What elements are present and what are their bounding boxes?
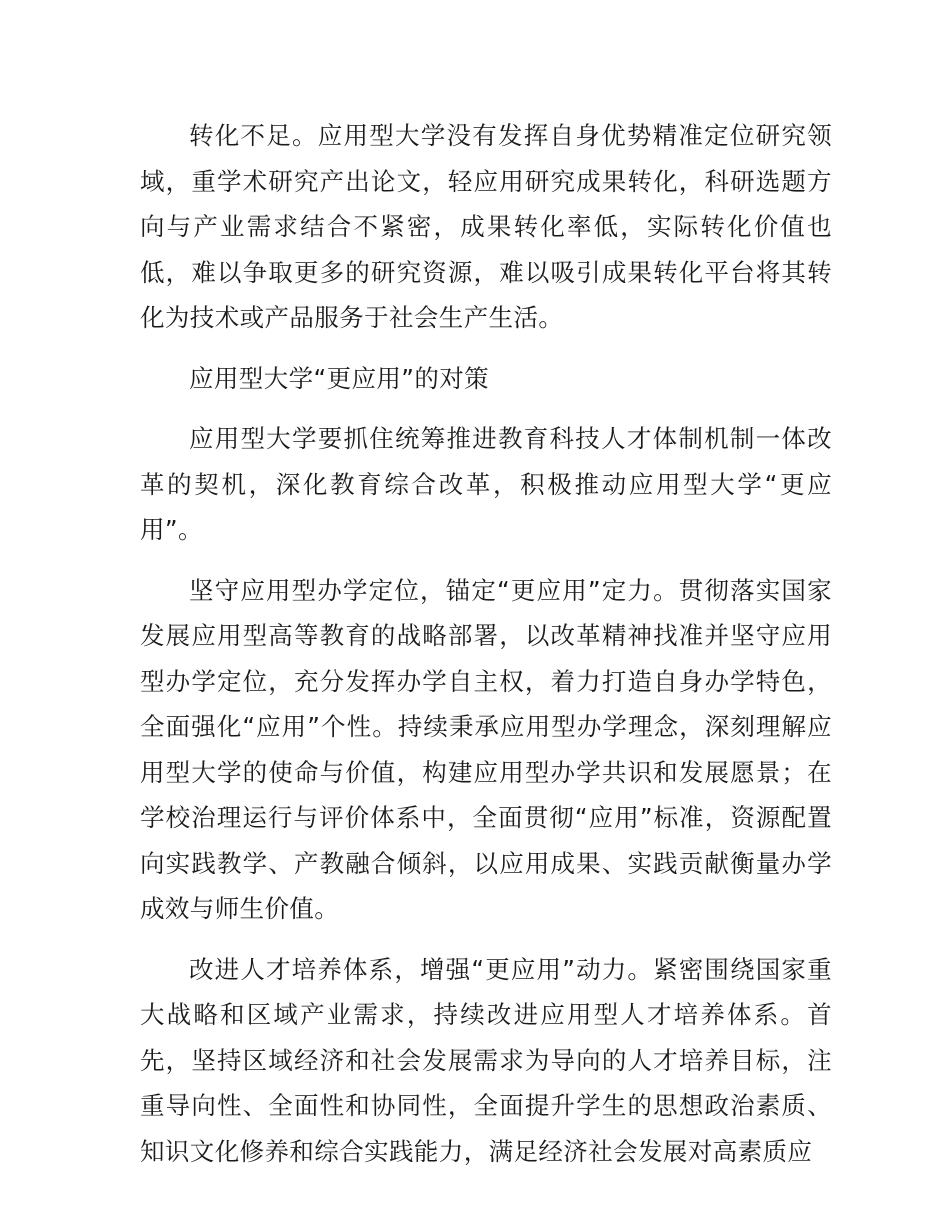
paragraph-transformation-shortfall: 转化不足。应用型大学没有发挥自身优势精准定位研究领域，重学术研究产出论文，轻应用研究成果转化，科研选题方向与产业需求结合不紧密，成果转化率低，实际转化价值也低，难以争取更多的研究资源，难以吸引成果转化平台将其转化为技术或产品服务于社会生产生活。 (140, 121, 832, 332)
paragraph-positioning: 坚守应用型办学定位，锚定“更应用”定力。贯彻落实国家发展应用型高等教育的战略部署，以改革精神找准并坚守应用型办学定位，充分发挥办学自主权，着力打造自身办学特色，全面强化“应用”个性。持续秉承应用型办学理念，深刻理解应用型大学的使命与价值，构建应用型办学共识和发展愿景；在学校治理运行与评价体系中，全面贯彻“应用”标准，资源配置向实践教学、产教融合倾斜，以应用成果、实践贡献衡量办学成效与师生价值。 (140, 575, 832, 923)
paragraph-reform-opportunity: 应用型大学要抓住统筹推进教育科技人才体制机制一体改革的契机，深化教育综合改革，积极推动应用型大学“更应用”。 (140, 424, 832, 544)
paragraph-talent-training: 改进人才培养体系，增强“更应用”动力。紧密围绕国家重大战略和区域产业需求，持续改进应用型人才培养体系。首先，坚持区域经济和社会发展需求为导向的人才培养目标，注重导向性、全面性和协同性，全面提升学生的思想政治素质、知识文化修养和综合实践能力，满足经济社会发展对高素质应 (140, 954, 832, 1166)
document-body (140, 113, 832, 1189)
section-heading-countermeasures: 应用型大学“更应用”的对策 (189, 363, 490, 393)
